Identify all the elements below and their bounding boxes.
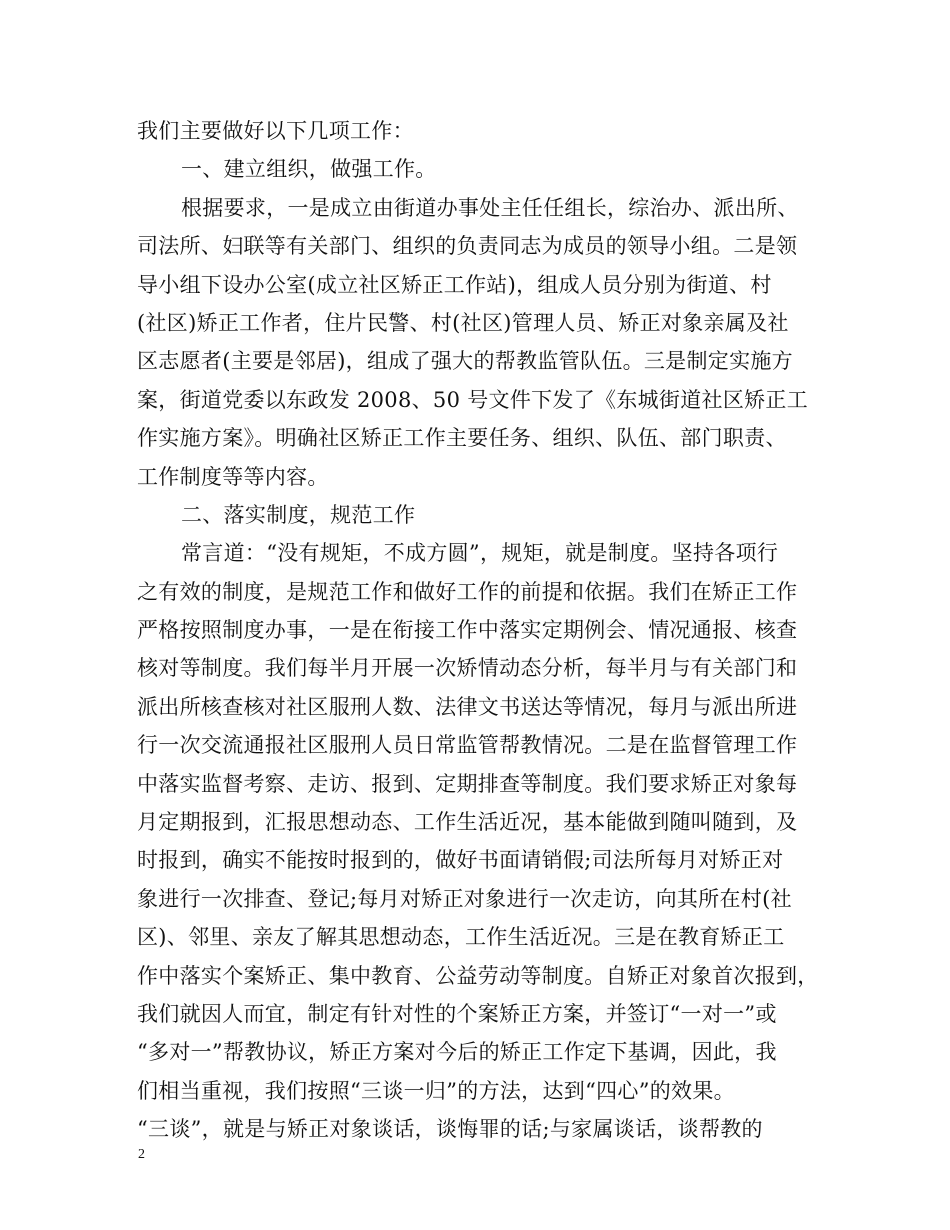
paragraph-line: 行一次交流通报社区服刑人员日常监管帮教情况。二是在监督管理工作: [137, 733, 798, 758]
paragraph-line: 工作制度等等内容。: [137, 464, 329, 489]
paragraph-line: “多对一”帮教协议，矫正方案对今后的矫正工作定下基调，因此，我: [137, 1040, 777, 1065]
paragraph-line: 常言道：“没有规矩，不成方圆”，规矩，就是制度。坚持各项行: [181, 541, 779, 566]
paragraph-line: 案，街道党委以东政发 2008、50 号文件下发了《东城街道社区矫正工: [137, 387, 809, 412]
paragraph-line: 象进行一次排查、登记;每月对矫正对象进行一次走访，向其所在村(社: [137, 886, 792, 911]
paragraph-line: 严格按照制度办事，一是在衔接工作中落实定期例会、情况通报、核查: [137, 618, 798, 643]
paragraph-line: 作实施方案》。明确社区矫正工作主要任务、组织、队伍、部门职责、: [137, 426, 787, 451]
section-heading: 二、落实制度，规范工作: [181, 502, 416, 527]
paragraph-line: (社区)矫正工作者，住片民警、村(社区)管理人员、矫正对象亲属及社: [137, 310, 789, 335]
document-body: [137, 112, 817, 1149]
paragraph-line: 派出所核查核对社区服刑人数、法律文书送达等情况，每月与派出所进: [137, 694, 798, 719]
section-heading: 一、建立组织，做强工作。: [181, 157, 437, 182]
paragraph-line: 根据要求，一是成立由街道办事处主任任组长，综治办、派出所、: [181, 195, 799, 220]
paragraph-line: 们相当重视，我们按照“三谈一归”的方法，达到“四心”的效果。: [137, 1078, 735, 1103]
paragraph-line: 核对等制度。我们每半月开展一次矫情动态分析，每半月与有关部门和: [137, 656, 798, 681]
paragraph-line: 区志愿者(主要是邻居)，组成了强大的帮教监管队伍。三是制定实施方: [137, 349, 793, 374]
paragraph-line: 我们就因人而宜，制定有针对性的个案矫正方案，并签订“一对一”或: [137, 1001, 777, 1026]
text-line: 我们主要做好以下几项工作：: [137, 119, 414, 143]
paragraph-line: 作中落实个案矫正、集中教育、公益劳动等制度。自矫正对象首次报到，: [137, 963, 819, 988]
paragraph-line: 司法所、妇联等有关部门、组织的负责同志为成员的领导小组。二是领: [137, 234, 798, 259]
paragraph-line: 中落实监督考察、走访、报到、定期排查等制度。我们要求矫正对象每: [137, 771, 798, 796]
paragraph-line: 区)、邻里、亲友了解其思想动态，工作生活近况。三是在教育矫正工: [137, 925, 785, 950]
page-number: 2: [138, 1147, 145, 1162]
paragraph-line: 导小组下设办公室(成立社区矫正工作站)，组成人员分别为街道、村: [137, 272, 772, 297]
paragraph-line: 之有效的制度，是规范工作和做好工作的前提和依据。我们在矫正工作: [137, 579, 798, 604]
paragraph-line: 月定期报到，汇报思想动态、工作生活近况，基本能做到随叫随到，及: [137, 810, 798, 835]
paragraph-line: “三谈”，就是与矫正对象谈话，谈悔罪的话;与家属谈话，谈帮教的: [137, 1117, 763, 1142]
paragraph-line: 时报到，确实不能按时报到的，做好书面请销假;司法所每月对矫正对: [137, 848, 784, 873]
